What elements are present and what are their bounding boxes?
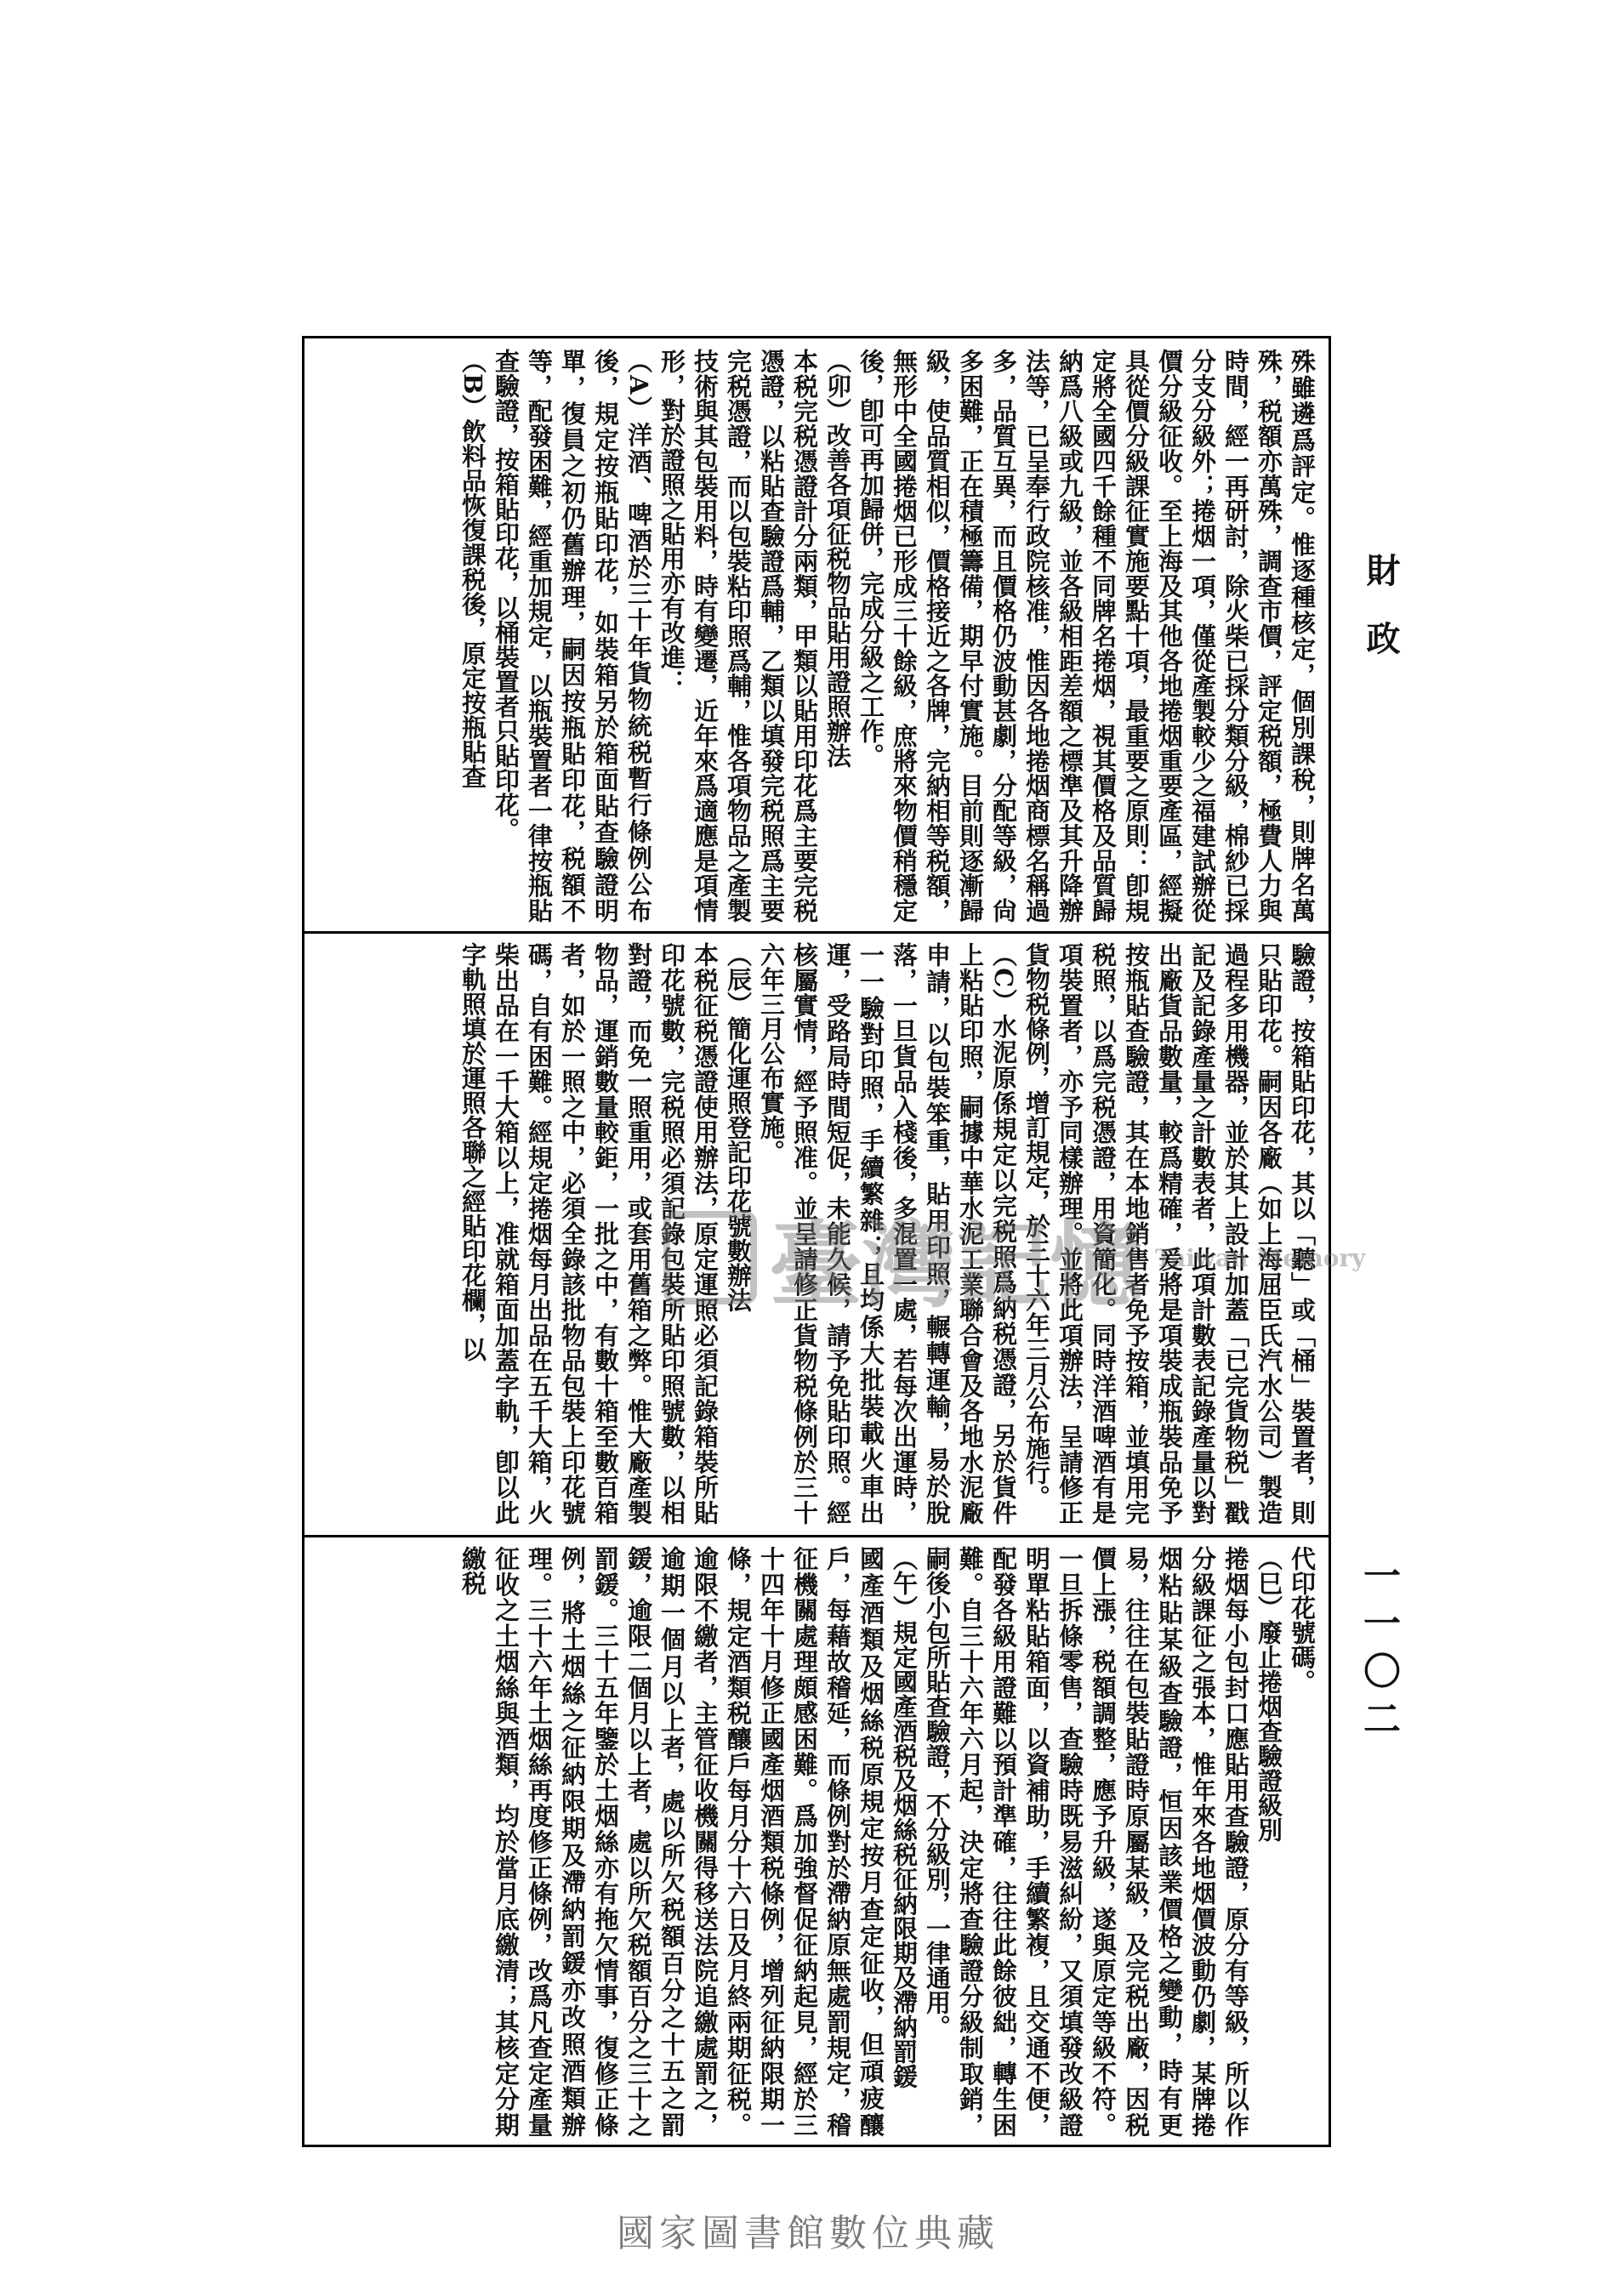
section-title: 財政 <box>1361 553 1401 689</box>
watermark-logo-icon <box>663 1211 757 1304</box>
section-text: 驗證，按箱貼印花，其以「聽」或「桶」裝置者，則只貼印花。嗣因各廠（如上海屈臣氏汽水公司）製造過程多用機器，並於其上設計加蓋「已完貨物税」戳記及記錄產量之計數表者，此項計數表記錄產量以對出廠貨品數量，較爲精確，爰將是項裝成瓶裝品免予按瓶貼查驗證，其在本地銷售者免予按箱，並填用完税照，以爲完税憑證，用資簡化。同時洋酒啤酒有是項裝置者，亦予同樣辦理。並將此項辦法，呈請修正貨物税條例，增訂規定，於三十六年三月公布施行。 （C）水泥原係規定以完税照爲納税憑證，另於貨件上粘貼印照，嗣據中華水泥工業聯合會及各地水泥廠申請，以包裝笨重，貼用印照，輾轉運輸，易於脫落，一旦貨品入棧後，多混置一處，若每次出運時，一一驗對印照，手續繁雜；且均係大批裝載火車出運，受路局時間短促，未能久候，請予免貼印照。經核屬實情，經予照准。並呈請修正貨物税條例於三十六年三月公布實施。 （辰）簡化運照登記印花號數辦法 本税征税憑證使用辦法，原定運照必須記錄箱裝所貼印花號數，完税照必須記錄包裝所貼印照號數，以相對證，而免一照重用，或套用舊箱之弊。惟大廠產製物品，運銷數量較鉅，一批之中，有數十箱至數百箱者，如於一照之中，必須全錄該批物品包裝上印花號碼，自有困難。經規定捲烟每月出品在五千大箱，火柴出品在一千大箱以上，准就箱面加蓋字軌，卽以此字軌照填於運照各聯之經貼印花欄，以 <box>458 942 1317 1525</box>
section-text: 代印花號碼。 （巳）廢止捲烟查驗證級別 捲烟每小包封口應貼用查驗證，原分有等級，所以作分級課征之張本，惟年來各地烟價波動仍劇，某牌捲烟粘貼某級查驗證，恒因該業價格之變動，時有更易，往往在包裝貼證時原屬某級，及完税出廠，因税價上漲，税額調整，應予升級，遂與原定等級不符。一旦拆條零售，查驗時既易滋糾紛，又須填發改級證明單粘貼箱面，以資補助，手續繁複，且交通不便，配發各級用證難以預計準確，往往此餘彼絀，轉生困難。自三十六年六月起，決定將查驗證分級制取銷，嗣後小包所貼查驗證，不分級別，一律通用。 （午）規定國產酒税及烟絲税征納限期及滯納罰鍰 國產酒類及烟絲税原規定按月查定征收，但頑疲釀戶，每藉故稽延，而條例對於滯納原無處罰規定，稽征機關處理頗感困難。爲加強督促征納起見，經於三十四年十月修正國產烟酒類税條例，增列征納限期一條，規定酒類税釀戶每月分十六日及月終兩期征税。逾限不繳者，主管征收機關得移送法院追繳處罰之，逾期一個月以上者，處以所欠税額百分之十五之罰鍰，逾限二個月以上者，處以所欠税額百分之三十之罰鍰。三十五年鑒於土烟絲亦有拖欠情事，復修正條例，將土烟絲之征納限期及滯納罰鍰亦改照酒類辦理。三十六年土烟絲再度修正條例，改爲凡查定產量征收之土烟絲與酒類，均於當月底繳清；其核定分期繳税 <box>458 1546 1317 2137</box>
text-section-top <box>315 349 1318 923</box>
watermark-text: 臺灣記憶 <box>769 1210 1143 1320</box>
section-text: 殊雖遴爲評定。惟逐種核定，個別課稅，則牌名萬殊，税額亦萬殊，調查市價，評定税額，極費人力與時間，經一再研討，除火柴已採分類分級，棉紗已採分支分級外；捲烟一項，僅從產製較少之福建試辦從價分級征收。至上海及其他各地捲烟重要產區，經擬具從價分級課征實施要點十項，最重要之原則：卽規定將全國四千餘種不同牌名捲烟，視其價格及品質歸納爲八級或九級，並各級相距差額之標準及其升降辦法等，已呈奉行政院核准，惟因各地捲烟商標名稱過多，品質互異，而且價格仍波動甚劇，分配等級，尙多困難，正在積極籌備，期早付實施。目前則逐漸歸級，使品質相似，價格接近之各牌，完納相等税額，無形中全國捲烟已形成三十餘級，庶將來物價稍穩定後，卽可再加歸併，完成分級之工作。 （卯）改善各項征税物品貼用證照辦法 本税完税憑證計分兩類，甲類以貼用印花爲主要完税憑證，以粘貼查驗證爲輔，乙類以填發完税照爲主要完税憑證，而以包裝粘印照爲輔，惟各項物品之產製技術與其包裝用料，時有變遷，近年來爲適應是項情形，對於證照之貼用亦有改進： （A）洋酒、啤酒於三十年貨物統税暫行條例公布後，規定按瓶貼印花，如裝箱另於箱面貼查驗證明單，復員之初仍舊辦理，嗣因按瓶貼印花，税額不等，配發困難，經重加規定，以瓶裝置者一律按瓶貼查驗證，按箱貼印花，以桶裝置者只貼印花。 （B）飲料品恢復課税後，原定按瓶貼查 <box>458 349 1317 923</box>
watermark-subtitle: Taiwan Memory <box>1155 1243 1366 1272</box>
page-number: 一一〇二 <box>1357 1556 1400 1747</box>
watermark <box>663 1191 1365 1325</box>
section-divider-1 <box>302 931 1331 934</box>
text-section-bottom <box>315 1546 1318 2137</box>
footer-credit: 國家圖書館數位典藏 <box>617 2212 999 2255</box>
section-divider-2 <box>302 1535 1331 1537</box>
